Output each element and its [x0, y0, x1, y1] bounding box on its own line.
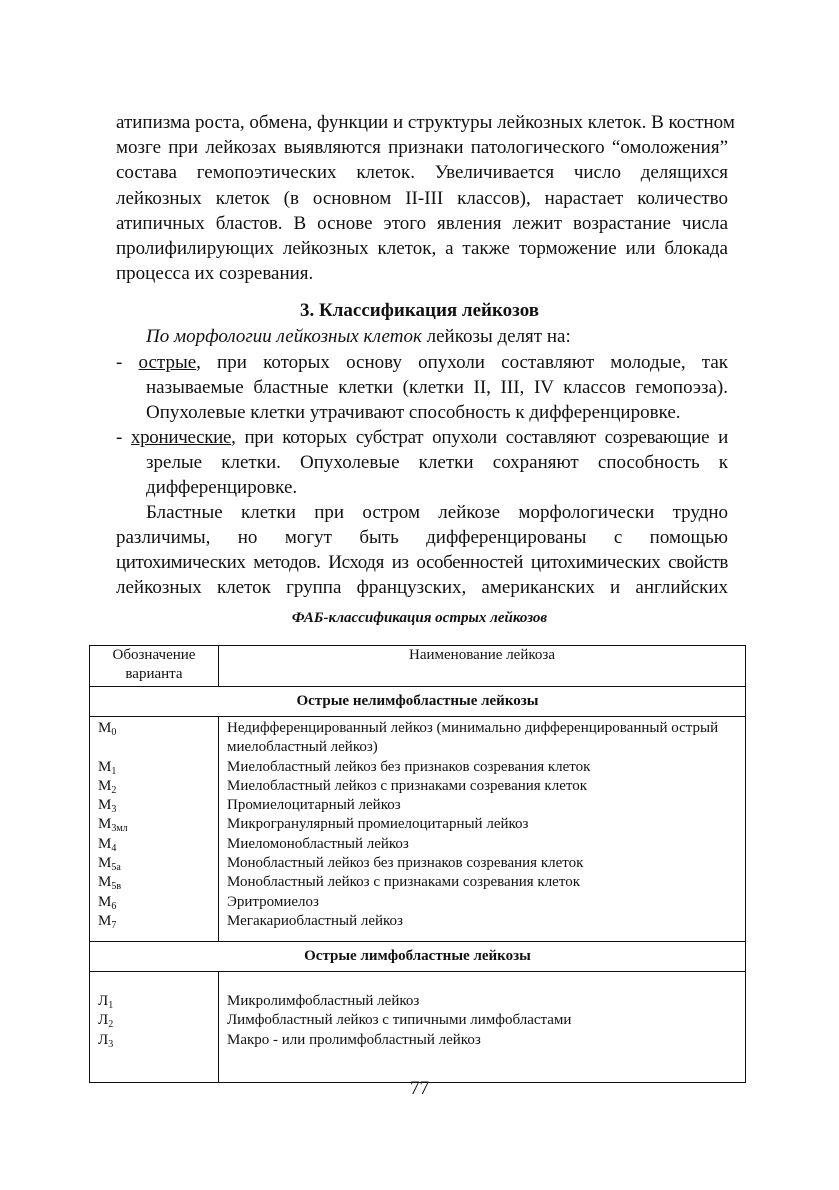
- table-caption: ФАБ-классификация острых лейкозов: [291, 610, 548, 626]
- list-dash: -: [116, 427, 131, 448]
- blast-line: цитохимических методов. Исходя из особенностей цитохимических свойств: [116, 552, 728, 573]
- fab-classification-table: [89, 645, 746, 1083]
- variant-name: Монобластный лейкоз с признаками созревания клеток: [227, 874, 580, 891]
- variant-code: $Л_2$: [98, 1012, 114, 1031]
- item-chronic-line1: [116, 425, 728, 450]
- item-chronic-line3: дифференцировке.: [146, 477, 298, 498]
- text-line: атипичных бластов. В основе этого явления лежит возрастание числа: [116, 212, 728, 234]
- item-chronic-line2: зрелые клетки. Опухолевые клетки сохраняют способность к: [146, 452, 728, 473]
- section-row: [90, 942, 746, 972]
- text-line: мозге при лейкозах выявляются признаки патологического “омоложения”: [116, 137, 728, 159]
- term-chronic: хронические: [130, 427, 232, 448]
- col-name-header: Наименование лейкоза: [219, 646, 746, 687]
- text-line: лейкозных клеток (в основном II-III классов), нарастает количество: [116, 187, 728, 209]
- names-cell: [219, 717, 746, 942]
- text-line: процесса их созревания.: [116, 263, 314, 285]
- variant-code: $М_7$: [98, 912, 117, 931]
- item-chronic-text: , при которых субстрат опухоли составляют созревающие и: [231, 427, 728, 448]
- variant-code: $М_3$: [98, 797, 117, 816]
- variant-code: $Л_3$: [98, 1031, 114, 1050]
- variant-code: $М_{3мл}$: [98, 816, 128, 835]
- section-heading: 3. Классификация лейкозов: [300, 300, 539, 321]
- lead-italic: По морфологии лейкозных клеток: [146, 326, 422, 347]
- variant-code: $М_1$: [98, 758, 117, 777]
- blast-line: различимы, но могут быть дифференцированы с помощью: [116, 527, 728, 548]
- text-line: пролифилирующих лейкозных клеток, а также торможение или блокада: [116, 237, 728, 259]
- variant-code: $Л_1$: [98, 993, 114, 1011]
- variant-code: $М_4$: [98, 835, 117, 854]
- variant-name: Мегакариобластный лейкоз: [227, 912, 403, 929]
- item-acute-line2: называемые бластные клетки (клетки II, III, IV классов гемопоэза).: [146, 377, 728, 398]
- blast-line: Бластные клетки при остром лейкозе морфологически трудно: [146, 502, 728, 523]
- table-header-row: [90, 646, 746, 687]
- variant-name: Миелобластный лейкоз с признаками созревания клеток: [227, 777, 587, 794]
- variant-name: Микролимфобластный лейкоз: [227, 993, 420, 1009]
- names-cell: [219, 972, 746, 1083]
- codes-cell: [90, 717, 219, 942]
- term-acute: острые: [138, 352, 197, 373]
- variant-name: Миеломонобластный лейкоз: [227, 835, 409, 852]
- section-row: [90, 687, 746, 717]
- variant-name: Недифференцированный лейкоз (минимально дифференцированный острый миелобластный лейкоз): [227, 720, 719, 755]
- item-acute-text: , при которых основу опухоли составляют молодые, так: [196, 352, 728, 373]
- blast-line: лейкозных клеток группа французских, американских и английских: [116, 577, 728, 598]
- text-line: состава гемопоэтических клеток. Увеличивается число делящихся: [116, 162, 728, 184]
- codes-cell: [90, 972, 219, 1083]
- variant-name: Миелобластный лейкоз без признаков созревания клеток: [227, 758, 591, 775]
- classification-lead: [146, 324, 571, 349]
- variant-code: $М_{5в}$: [98, 874, 122, 893]
- list-dash: -: [116, 352, 139, 373]
- col-designation-header: Обозначение варианта: [90, 646, 219, 687]
- variant-code: $М_6$: [98, 893, 117, 912]
- page-number: 77: [410, 1078, 429, 1099]
- variant-name: Промиелоцитарный лейкоз: [227, 797, 401, 814]
- item-acute-line1: [116, 350, 728, 375]
- variant-name: Эритромиелоз: [227, 893, 319, 910]
- variant-code: $М_{5а}$: [98, 855, 121, 874]
- section-lymphoblastic-title: Острые лимфобластные лейкозы: [90, 942, 746, 972]
- variant-name: Лимфобластный лейкоз с типичными лимфобластами: [227, 1012, 572, 1029]
- variant-name: Микрогранулярный промиелоцитарный лейкоз: [227, 816, 529, 833]
- table-row: [90, 972, 746, 1083]
- table-row: [90, 717, 746, 942]
- variant-name: Монобластный лейкоз без признаков созревания клеток: [227, 855, 584, 872]
- variant-code: $М_0$: [98, 720, 117, 738]
- section-nonlymphoblastic-title: Острые нелимфобластные лейкозы: [90, 687, 746, 717]
- variant-code: $М_2$: [98, 777, 117, 796]
- item-acute-line3: Опухолевые клетки утрачивают способность к дифференцировке.: [146, 402, 681, 423]
- text-line: атипизма роста, обмена, функции и структуры лейкозных клеток. В костном: [116, 112, 735, 133]
- intro-paragraph: [116, 110, 735, 286]
- variant-name: Макро - или пролимфобластный лейкоз: [227, 1031, 481, 1048]
- lead-rest: лейкозы делят на:: [421, 326, 571, 347]
